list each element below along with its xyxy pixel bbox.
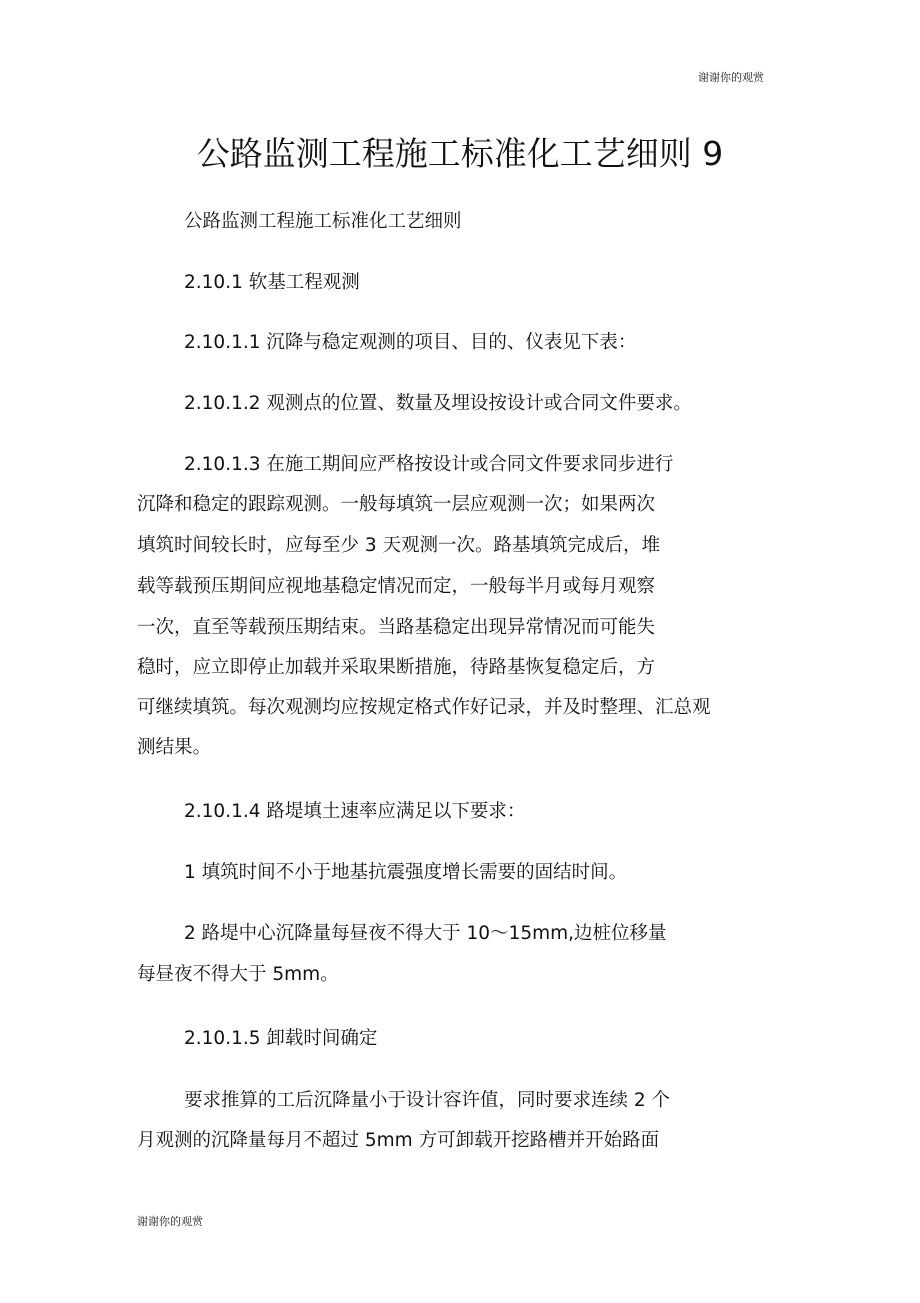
paragraph-line: 可继续填筑。每次观测均应按规定格式作好记录，并及时整理、汇总观: [137, 697, 711, 718]
paragraph-line: 2 路堤中心沉降量每昼夜不得大于 10～15mm,边桩位移量: [184, 923, 667, 944]
paragraph-line: 沉降和稳定的跟踪观测。一般每填筑一层应观测一次；如果两次: [137, 494, 656, 515]
paragraph-line: 一次，直至等载预压期结束。当路基稳定出现异常情况而可能失: [137, 617, 656, 638]
section-heading: 2.10.1 软基工程观测: [184, 272, 360, 293]
paragraph-line: 2.10.1.3 在施工期间应严格按设计或合同文件要求同步进行: [184, 454, 674, 475]
document-title: 公路监测工程施工标准化工艺细则 9: [196, 134, 724, 173]
paragraph-line: 填筑时间较长时，应每至少 3 天观测一次。路基填筑完成后，堆: [137, 535, 661, 556]
subtitle: 公路监测工程施工标准化工艺细则: [184, 211, 462, 232]
paragraph-line: 2.10.1.5 卸载时间确定: [184, 1028, 378, 1049]
paragraph-line: 每昼夜不得大于 5mm。: [137, 964, 339, 985]
paragraph-line: 载等载预压期间应视地基稳定情况而定，一般每半月或每月观察: [137, 576, 656, 597]
paragraph-line: 稳时，应立即停止加载并采取果断措施，待路基恢复稳定后，方: [137, 657, 656, 678]
paragraph-line: 月观测的沉降量每月不超过 5mm 方可卸载开挖路槽并开始路面: [137, 1130, 660, 1151]
page-footer: 谢谢你的观赏: [137, 1215, 203, 1228]
page-header: 谢谢你的观赏: [698, 71, 764, 84]
paragraph-line: 要求推算的工后沉降量小于设计容许值，同时要求连续 2 个: [184, 1090, 671, 1111]
paragraph-line: 2.10.1.2 观测点的位置、数量及埋设按设计或合同文件要求。: [184, 393, 692, 414]
paragraph-line: 1 填筑时间不小于地基抗震强度增长需要的固结时间。: [184, 862, 628, 883]
paragraph-line: 测结果。: [137, 737, 212, 758]
paragraph-line: 2.10.1.4 路堤填土速率应满足以下要求：: [184, 801, 526, 822]
paragraph-line: 2.10.1.1 沉降与稳定观测的项目、目的、仪表见下表：: [184, 332, 637, 353]
